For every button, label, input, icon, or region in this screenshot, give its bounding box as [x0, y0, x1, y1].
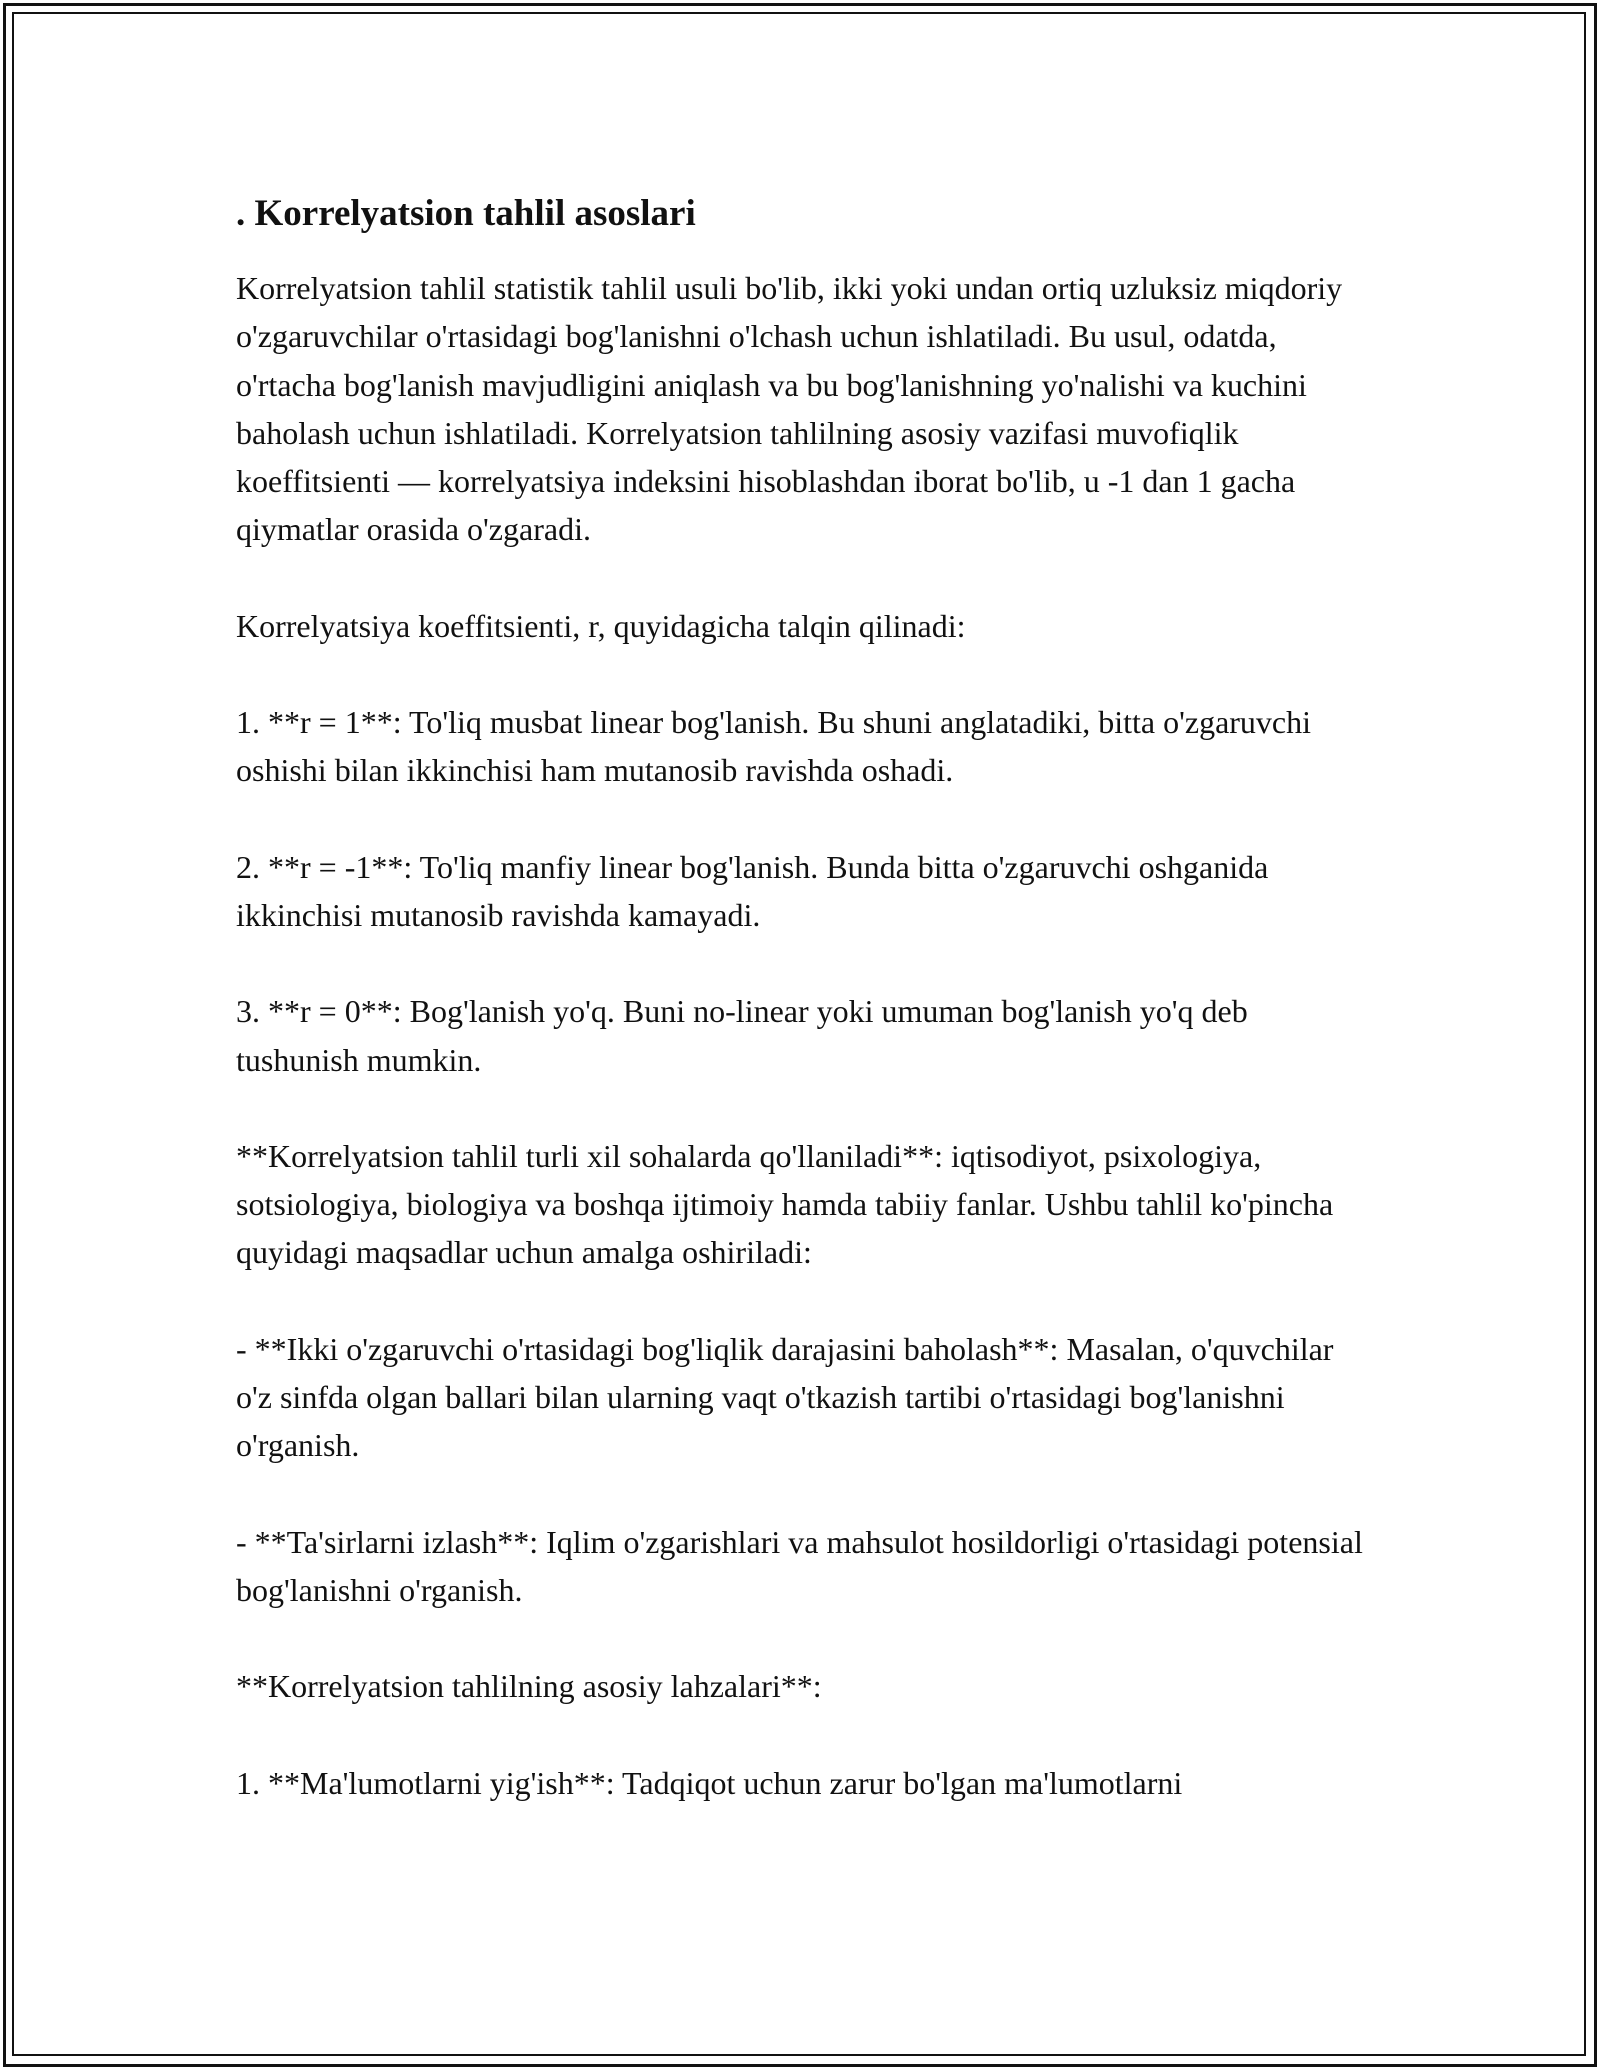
- paragraph-applications: **Korrelyatsion tahlil turli xil sohalarda qo'llaniladi**: iqtisodiyot, psixologiya, sotsiologiya, biologiya va boshqa ijtimoiy hamda tabiiy fanlar. Ushbu tahlil ko'pincha quyidagi maqsadlar uchun amalga oshiriladi:: [236, 1137, 1334, 1271]
- paragraph-intro: Korrelyatsion tahlil statistik tahlil usuli bo'lib, ikki yoki undan ortiq uzluksiz miqdoriy o'zgaruvchilar o'rtasidagi bog'lanishni o'lchash uchun ishlatiladi. Bu usul, odatda, o'rtacha bog'lanish mavjudligini aniqlash va bu bog'lanishning yo'nalishi va kuchini baholash uchun ishlatiladi. Korrelyatsion tahlilning asosiy vazifasi muvofiqlik koeffitsienti — korrelyatsiya indeksini hisoblashdan iborat bo'lib, u -1 dan 1 gacha qiymatlar orasida o'zgaradi.: [236, 270, 1343, 548]
- paragraph-key-moments: **Korrelyatsion tahlilning asosiy lahzalari**:: [236, 1668, 822, 1705]
- list-item-data-collection: 1. **Ma'lumotlarni yig'ish**: Tadqiqot uchun zarur bo'lgan ma'lumotlarni: [236, 1764, 1183, 1801]
- bullet-item-effects: - **Ta'sirlarni izlash**: Iqlim o'zgarishlari va mahsulot hosildorligi o'rtasidagi potensial bog'lanishni o'rganish.: [236, 1523, 1363, 1608]
- list-item-r-zero: 3. **r = 0**: Bog'lanish yo'q. Buni no-linear yoki umuman bog'lanish yo'q deb tushunish mumkin.: [236, 993, 1248, 1078]
- paragraph-coefficient-intro: Korrelyatsiya koeffitsienti, r, quyidagicha talqin qilinadi:: [236, 607, 966, 644]
- list-item-r-negative: 2. **r = -1**: To'liq manfiy linear bog'lanish. Bunda bitta o'zgaruvchi oshganida ikkinchisi mutanosib ravishda kamayadi.: [236, 848, 1269, 933]
- document-heading: . Korrelyatsion tahlil asoslari: [236, 193, 696, 234]
- list-item-r-positive: 1. **r = 1**: To'liq musbat linear bog'lanish. Bu shuni anglatadiki, bitta o'zgaruvchi oshishi bilan ikkinchisi ham mutanosib ravishda oshadi.: [236, 704, 1312, 789]
- document-body: [236, 186, 1366, 1807]
- bullet-item-dependence: - **Ikki o'zgaruvchi o'rtasidagi bog'liqlik darajasini baholash**: Masalan, o'quvchilar o'z sinfda olgan ballari bilan ularning vaqt o'tkazish tartibi o'rtasidagi bog'lanishni o'rganish.: [236, 1330, 1334, 1464]
